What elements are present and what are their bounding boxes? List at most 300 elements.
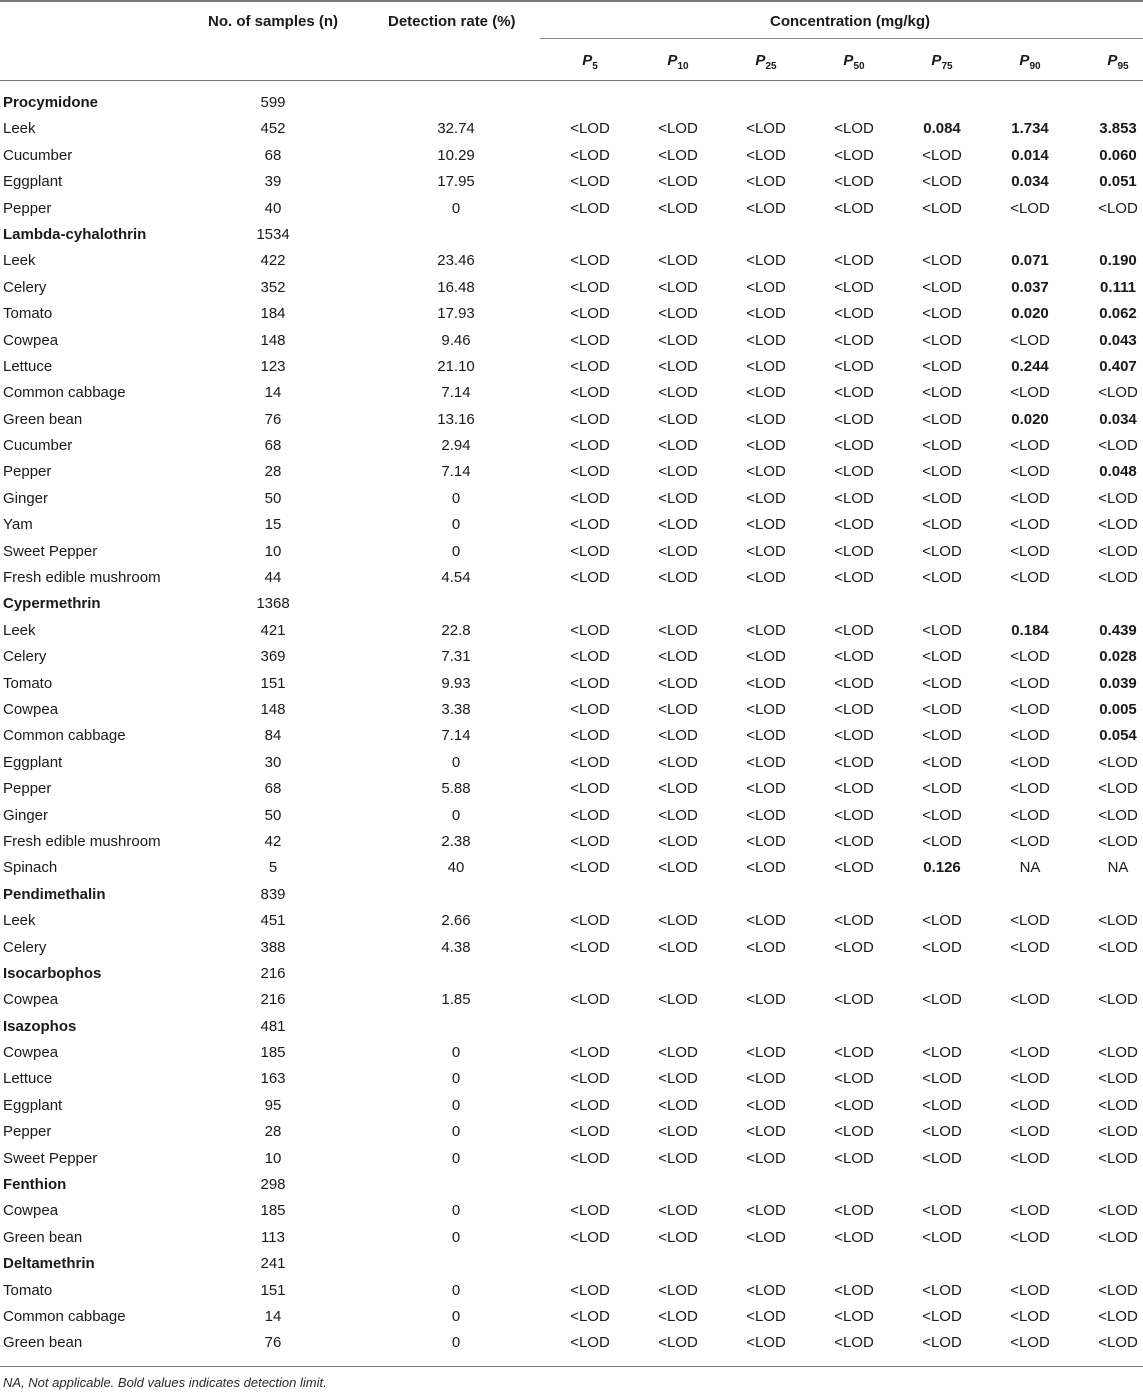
concentration-value: <LOD xyxy=(570,859,610,877)
concentration-value: <LOD xyxy=(658,1307,698,1325)
concentration-value: 0.407 xyxy=(1099,357,1137,375)
concentration-value: <LOD xyxy=(746,938,786,956)
detection-rate: 0 xyxy=(451,516,461,534)
concentration-value: <LOD xyxy=(1098,806,1138,824)
concentration-value: <LOD xyxy=(570,621,610,639)
concentration-value: <LOD xyxy=(746,516,786,534)
concentration-value: <LOD xyxy=(1098,1149,1138,1167)
concentration-value: <LOD xyxy=(658,621,698,639)
concentration-value: <LOD xyxy=(1010,912,1050,930)
detection-rate: 0 xyxy=(451,1228,461,1246)
detection-rate: 0 xyxy=(451,1334,461,1352)
concentration-value: 0.190 xyxy=(1099,252,1137,270)
concentration-value: <LOD xyxy=(1010,384,1050,402)
concentration-value: <LOD xyxy=(570,806,610,824)
pesticide-name: Isazophos xyxy=(3,1017,77,1035)
pesticide-name: Fenthion xyxy=(3,1176,67,1194)
concentration-value: 0.005 xyxy=(1099,700,1137,718)
detection-rate: 3.38 xyxy=(441,700,471,718)
concentration-value: <LOD xyxy=(922,489,962,507)
concentration-value: <LOD xyxy=(1010,1070,1050,1088)
concentration-value: <LOD xyxy=(1010,674,1050,692)
concentration-value: 3.853 xyxy=(1099,120,1137,138)
concentration-value: <LOD xyxy=(658,489,698,507)
concentration-value: <LOD xyxy=(658,1228,698,1246)
concentration-value: <LOD xyxy=(658,1096,698,1114)
vegetable-name: Green bean xyxy=(3,410,83,428)
detection-rate: 9.46 xyxy=(441,331,471,349)
concentration-value: 0.051 xyxy=(1099,173,1137,191)
concentration-value: <LOD xyxy=(570,437,610,455)
concentration-value: <LOD xyxy=(1010,542,1050,560)
concentration-value: <LOD xyxy=(1098,384,1138,402)
detection-rate: 23.46 xyxy=(437,252,475,270)
concentration-value: <LOD xyxy=(922,542,962,560)
concentration-value: <LOD xyxy=(1098,516,1138,534)
header-detection-rate: Detection rate (%) xyxy=(388,13,516,30)
concentration-value: <LOD xyxy=(570,1228,610,1246)
vegetable-name: Tomato xyxy=(3,674,53,692)
detection-rate: 0 xyxy=(451,1149,461,1167)
sample-count: 28 xyxy=(264,1123,282,1141)
concentration-value: <LOD xyxy=(834,1202,874,1220)
concentration-value: <LOD xyxy=(658,516,698,534)
concentration-value: <LOD xyxy=(658,1123,698,1141)
concentration-value: <LOD xyxy=(570,1070,610,1088)
concentration-value: <LOD xyxy=(746,120,786,138)
concentration-value: <LOD xyxy=(1010,331,1050,349)
concentration-value: <LOD xyxy=(834,832,874,850)
concentration-value: <LOD xyxy=(834,305,874,323)
sample-count: 95 xyxy=(264,1096,282,1114)
detection-rate: 40 xyxy=(447,859,465,877)
detection-rate: 0 xyxy=(451,1096,461,1114)
concentration-value: <LOD xyxy=(658,173,698,191)
concentration-value: <LOD xyxy=(746,437,786,455)
concentration-value: <LOD xyxy=(1098,1096,1138,1114)
group-row xyxy=(0,591,1143,617)
concentration-value: <LOD xyxy=(746,1149,786,1167)
concentration-value: <LOD xyxy=(658,806,698,824)
vegetable-name: Leek xyxy=(3,120,36,138)
vegetable-name: Leek xyxy=(3,621,36,639)
concentration-value: <LOD xyxy=(1010,1228,1050,1246)
concentration-value: <LOD xyxy=(922,463,962,481)
table-row xyxy=(0,723,1143,749)
concentration-value: <LOD xyxy=(746,305,786,323)
concentration-value: <LOD xyxy=(922,1149,962,1167)
vegetable-name: Cowpea xyxy=(3,1202,59,1220)
concentration-value: <LOD xyxy=(922,1307,962,1325)
vegetable-name: Celery xyxy=(3,278,47,296)
concentration-value: <LOD xyxy=(746,753,786,771)
vegetable-name: Fresh edible mushroom xyxy=(3,832,161,850)
concentration-value: <LOD xyxy=(834,1149,874,1167)
concentration-value: <LOD xyxy=(746,463,786,481)
concentration-value: <LOD xyxy=(922,410,962,428)
group-row xyxy=(0,1172,1143,1198)
table-row xyxy=(0,328,1143,354)
concentration-value: <LOD xyxy=(922,437,962,455)
concentration-value: <LOD xyxy=(1010,780,1050,798)
concentration-value: <LOD xyxy=(834,1070,874,1088)
detection-rate: 7.31 xyxy=(441,648,471,666)
concentration-value: <LOD xyxy=(1010,1202,1050,1220)
sample-count: 151 xyxy=(260,1281,286,1299)
concentration-value: <LOD xyxy=(1098,569,1138,587)
concentration-value: <LOD xyxy=(658,1281,698,1299)
concentration-value: <LOD xyxy=(570,357,610,375)
concentration-value: <LOD xyxy=(746,1096,786,1114)
concentration-value: <LOD xyxy=(570,1202,610,1220)
detection-rate: 0 xyxy=(451,1307,461,1325)
pesticide-name: Deltamethrin xyxy=(3,1255,95,1273)
sample-count: 185 xyxy=(260,1044,286,1062)
concentration-value: <LOD xyxy=(570,384,610,402)
concentration-value: <LOD xyxy=(746,569,786,587)
concentration-value: <LOD xyxy=(922,938,962,956)
concentration-value: <LOD xyxy=(658,700,698,718)
concentration-value: <LOD xyxy=(746,542,786,560)
concentration-value: <LOD xyxy=(922,1123,962,1141)
concentration-value: <LOD xyxy=(746,806,786,824)
concentration-value: 0.111 xyxy=(1100,278,1136,296)
concentration-value: <LOD xyxy=(746,252,786,270)
detection-rate: 17.93 xyxy=(437,305,475,323)
concentration-value: <LOD xyxy=(746,1281,786,1299)
group-sample-count: 481 xyxy=(260,1017,286,1035)
group-sample-count: 216 xyxy=(260,964,286,982)
concentration-value: <LOD xyxy=(922,331,962,349)
group-row xyxy=(0,882,1143,908)
concentration-value: 0.439 xyxy=(1099,621,1137,639)
concentration-value: <LOD xyxy=(834,357,874,375)
concentration-value: <LOD xyxy=(746,1334,786,1352)
sample-count: 68 xyxy=(264,146,282,164)
concentration-value: <LOD xyxy=(1098,753,1138,771)
concentration-value: <LOD xyxy=(570,278,610,296)
table-row xyxy=(0,829,1143,855)
table-row xyxy=(0,1225,1143,1251)
concentration-value: <LOD xyxy=(746,1123,786,1141)
concentration-value: <LOD xyxy=(922,1281,962,1299)
vegetable-name: Ginger xyxy=(3,806,49,824)
concentration-value: <LOD xyxy=(834,384,874,402)
header-p5: $P_5$ xyxy=(582,52,598,72)
concentration-value: <LOD xyxy=(834,252,874,270)
vegetable-name: Celery xyxy=(3,938,47,956)
concentration-value: <LOD xyxy=(1010,1334,1050,1352)
detection-rate: 7.14 xyxy=(441,384,471,402)
sample-count: 216 xyxy=(260,991,286,1009)
concentration-value: 0.020 xyxy=(1011,305,1049,323)
concentration-value: <LOD xyxy=(922,1202,962,1220)
detection-rate: 0 xyxy=(451,1123,461,1141)
sample-count: 151 xyxy=(260,674,286,692)
group-sample-count: 241 xyxy=(260,1255,286,1273)
concentration-value: <LOD xyxy=(570,938,610,956)
concentration-value: <LOD xyxy=(922,991,962,1009)
sample-count: 451 xyxy=(260,912,286,930)
concentration-value: <LOD xyxy=(658,859,698,877)
table-row xyxy=(0,618,1143,644)
group-row xyxy=(0,222,1143,248)
sample-count: 68 xyxy=(264,780,282,798)
concentration-value: <LOD xyxy=(922,173,962,191)
header-p25: $P_{25}$ xyxy=(755,52,777,72)
concentration-value: <LOD xyxy=(570,463,610,481)
table-top-rule xyxy=(0,0,1143,2)
sample-count: 388 xyxy=(260,938,286,956)
concentration-value: <LOD xyxy=(922,1070,962,1088)
concentration-value: <LOD xyxy=(570,489,610,507)
concentration-value: <LOD xyxy=(570,1334,610,1352)
concentration-value: <LOD xyxy=(1010,1096,1050,1114)
concentration-value: <LOD xyxy=(922,700,962,718)
concentration-value: <LOD xyxy=(834,806,874,824)
group-sample-count: 599 xyxy=(260,94,286,111)
detection-rate: 0 xyxy=(451,806,461,824)
sample-count: 185 xyxy=(260,1202,286,1220)
table-row xyxy=(0,1330,1143,1356)
pesticide-name: Procymidone xyxy=(3,94,99,111)
concentration-value: <LOD xyxy=(658,384,698,402)
concentration-value: <LOD xyxy=(922,146,962,164)
group-row xyxy=(0,961,1143,987)
concentration-value: <LOD xyxy=(570,1044,610,1062)
concentration-value: <LOD xyxy=(1098,780,1138,798)
concentration-value: <LOD xyxy=(570,1149,610,1167)
table-row xyxy=(0,486,1143,512)
header-p90: $P_{90}$ xyxy=(1019,52,1041,72)
concentration-value: 0.184 xyxy=(1011,621,1049,639)
concentration-value: 0.084 xyxy=(923,120,961,138)
table-row xyxy=(0,196,1143,222)
detection-rate: 5.88 xyxy=(441,780,471,798)
pesticide-name: Cypermethrin xyxy=(3,595,101,613)
table-row xyxy=(0,855,1143,881)
concentration-value: <LOD xyxy=(746,700,786,718)
table-bottom-rule xyxy=(0,1366,1143,1367)
concentration-value: <LOD xyxy=(834,674,874,692)
sample-count: 39 xyxy=(264,173,282,191)
concentration-value: <LOD xyxy=(1010,727,1050,745)
vegetable-name: Tomato xyxy=(3,305,53,323)
concentration-value: <LOD xyxy=(1098,1123,1138,1141)
concentration-value: <LOD xyxy=(570,146,610,164)
header-p95: $P_{95}$ xyxy=(1107,52,1129,72)
concentration-value: <LOD xyxy=(922,727,962,745)
table-row xyxy=(0,987,1143,1013)
detection-rate: 13.16 xyxy=(437,410,475,428)
vegetable-name: Common cabbage xyxy=(3,1307,126,1325)
detection-rate: 0 xyxy=(451,1202,461,1220)
table-row xyxy=(0,565,1143,591)
concentration-value: <LOD xyxy=(746,859,786,877)
sample-count: 422 xyxy=(260,252,286,270)
concentration-value: 0.054 xyxy=(1099,727,1137,745)
concentration-value: <LOD xyxy=(746,912,786,930)
concentration-value: <LOD xyxy=(746,1307,786,1325)
concentration-value: <LOD xyxy=(834,542,874,560)
vegetable-name: Pepper xyxy=(3,199,52,217)
concentration-value: <LOD xyxy=(746,199,786,217)
table-row xyxy=(0,1066,1143,1092)
header-samples: No. of samples (n) xyxy=(208,13,339,30)
concentration-value: <LOD xyxy=(834,859,874,877)
concentration-value: <LOD xyxy=(922,1228,962,1246)
sample-count: 40 xyxy=(264,199,282,217)
concentration-value: <LOD xyxy=(570,1123,610,1141)
concentration-value: <LOD xyxy=(834,410,874,428)
concentration-value: <LOD xyxy=(658,463,698,481)
vegetable-name: Pepper xyxy=(3,1123,52,1141)
detection-rate: 0 xyxy=(451,542,461,560)
group-sample-count: 298 xyxy=(260,1176,286,1194)
table-row xyxy=(0,116,1143,142)
concentration-value: <LOD xyxy=(1010,1123,1050,1141)
sample-count: 148 xyxy=(260,700,286,718)
concentration-value: <LOD xyxy=(746,384,786,402)
concentration-value: <LOD xyxy=(658,1149,698,1167)
vegetable-name: Eggplant xyxy=(3,173,63,191)
concentration-value: <LOD xyxy=(922,278,962,296)
table-row xyxy=(0,1304,1143,1330)
concentration-value: <LOD xyxy=(922,569,962,587)
detection-rate: 7.14 xyxy=(441,727,471,745)
concentration-value: <LOD xyxy=(1010,199,1050,217)
concentration-value: 0.020 xyxy=(1011,410,1049,428)
table-row xyxy=(0,512,1143,538)
table-footnote: NA, Not applicable. Bold values indicates detection limit. xyxy=(3,1375,327,1390)
concentration-value: <LOD xyxy=(746,331,786,349)
concentration-value: <LOD xyxy=(1098,832,1138,850)
sample-count: 421 xyxy=(260,621,286,639)
table-row xyxy=(0,776,1143,802)
sample-count: 50 xyxy=(264,489,282,507)
sample-count: 30 xyxy=(264,753,282,771)
concentration-value: <LOD xyxy=(834,753,874,771)
concentration-value: <LOD xyxy=(658,357,698,375)
concentration-value: 1.734 xyxy=(1011,120,1049,138)
header-concentration: Concentration (mg/kg) xyxy=(770,13,930,30)
vegetable-name: Tomato xyxy=(3,1281,53,1299)
detection-rate: 0 xyxy=(451,753,461,771)
sample-count: 14 xyxy=(264,384,282,402)
header-p50: $P_{50}$ xyxy=(843,52,865,72)
vegetable-name: Spinach xyxy=(3,859,58,877)
detection-rate: 2.38 xyxy=(441,832,471,850)
table-row xyxy=(0,1040,1143,1066)
concentration-value: <LOD xyxy=(1010,516,1050,534)
concentration-value: <LOD xyxy=(1098,542,1138,560)
concentration-value: <LOD xyxy=(834,1228,874,1246)
concentration-value: <LOD xyxy=(834,780,874,798)
concentration-value: <LOD xyxy=(746,357,786,375)
concentration-value: <LOD xyxy=(834,437,874,455)
detection-rate: 0 xyxy=(451,1070,461,1088)
concentration-value: <LOD xyxy=(1010,648,1050,666)
table-row xyxy=(0,1093,1143,1119)
table-row xyxy=(0,459,1143,485)
concentration-value: <LOD xyxy=(746,1070,786,1088)
sample-count: 14 xyxy=(264,1307,282,1325)
detection-rate: 0 xyxy=(451,1281,461,1299)
concentration-value: <LOD xyxy=(922,252,962,270)
pesticide-name: Lambda-cyhalothrin xyxy=(3,225,147,243)
detection-rate: 21.10 xyxy=(437,357,475,375)
table-row xyxy=(0,539,1143,565)
table-row xyxy=(0,1198,1143,1224)
group-row xyxy=(0,90,1143,116)
concentration-value: <LOD xyxy=(570,648,610,666)
concentration-value: <LOD xyxy=(1098,938,1138,956)
concentration-value: <LOD xyxy=(658,832,698,850)
header-bottom-rule xyxy=(0,80,1143,81)
concentration-value: <LOD xyxy=(834,700,874,718)
table-row xyxy=(0,1119,1143,1145)
table-row xyxy=(0,1146,1143,1172)
concentration-value: <LOD xyxy=(1010,832,1050,850)
concentration-value: <LOD xyxy=(746,727,786,745)
concentration-value: <LOD xyxy=(658,1070,698,1088)
group-sample-count: 1368 xyxy=(256,595,290,613)
concentration-value: <LOD xyxy=(922,384,962,402)
concentration-value: <LOD xyxy=(570,516,610,534)
concentration-value: 0.062 xyxy=(1099,305,1137,323)
concentration-value: <LOD xyxy=(922,199,962,217)
detection-rate: 17.95 xyxy=(437,173,475,191)
table-row xyxy=(0,908,1143,934)
concentration-value: <LOD xyxy=(570,569,610,587)
vegetable-name: Green bean xyxy=(3,1228,83,1246)
concentration-value: <LOD xyxy=(922,516,962,534)
concentration-value: <LOD xyxy=(834,120,874,138)
table-row xyxy=(0,750,1143,776)
vegetable-name: Leek xyxy=(3,252,36,270)
detection-rate: 4.38 xyxy=(441,938,471,956)
concentration-value: <LOD xyxy=(658,753,698,771)
concentration-value: <LOD xyxy=(834,648,874,666)
concentration-value: 0.043 xyxy=(1099,331,1137,349)
sample-count: 10 xyxy=(264,1149,282,1167)
concentration-value: <LOD xyxy=(658,991,698,1009)
concentration-value: <LOD xyxy=(746,780,786,798)
concentration-value: <LOD xyxy=(834,278,874,296)
table-row xyxy=(0,380,1143,406)
table-row xyxy=(0,671,1143,697)
group-row xyxy=(0,1014,1143,1040)
detection-rate: 4.54 xyxy=(441,569,471,587)
concentration-value: <LOD xyxy=(834,621,874,639)
table-row xyxy=(0,143,1143,169)
concentration-value: <LOD xyxy=(570,1096,610,1114)
concentration-value: <LOD xyxy=(658,120,698,138)
concentration-value: <LOD xyxy=(746,146,786,164)
concentration-value: <LOD xyxy=(746,832,786,850)
concentration-value: <LOD xyxy=(1010,1307,1050,1325)
concentration-value: <LOD xyxy=(1098,1228,1138,1246)
table-body xyxy=(0,90,1143,1357)
sample-count: 352 xyxy=(260,278,286,296)
table-row xyxy=(0,644,1143,670)
detection-rate: 2.66 xyxy=(441,912,471,930)
detection-rate: 22.8 xyxy=(441,621,471,639)
vegetable-name: Cucumber xyxy=(3,437,73,455)
vegetable-name: Sweet Pepper xyxy=(3,1149,98,1167)
concentration-value: <LOD xyxy=(922,753,962,771)
concentration-value: <LOD xyxy=(658,780,698,798)
